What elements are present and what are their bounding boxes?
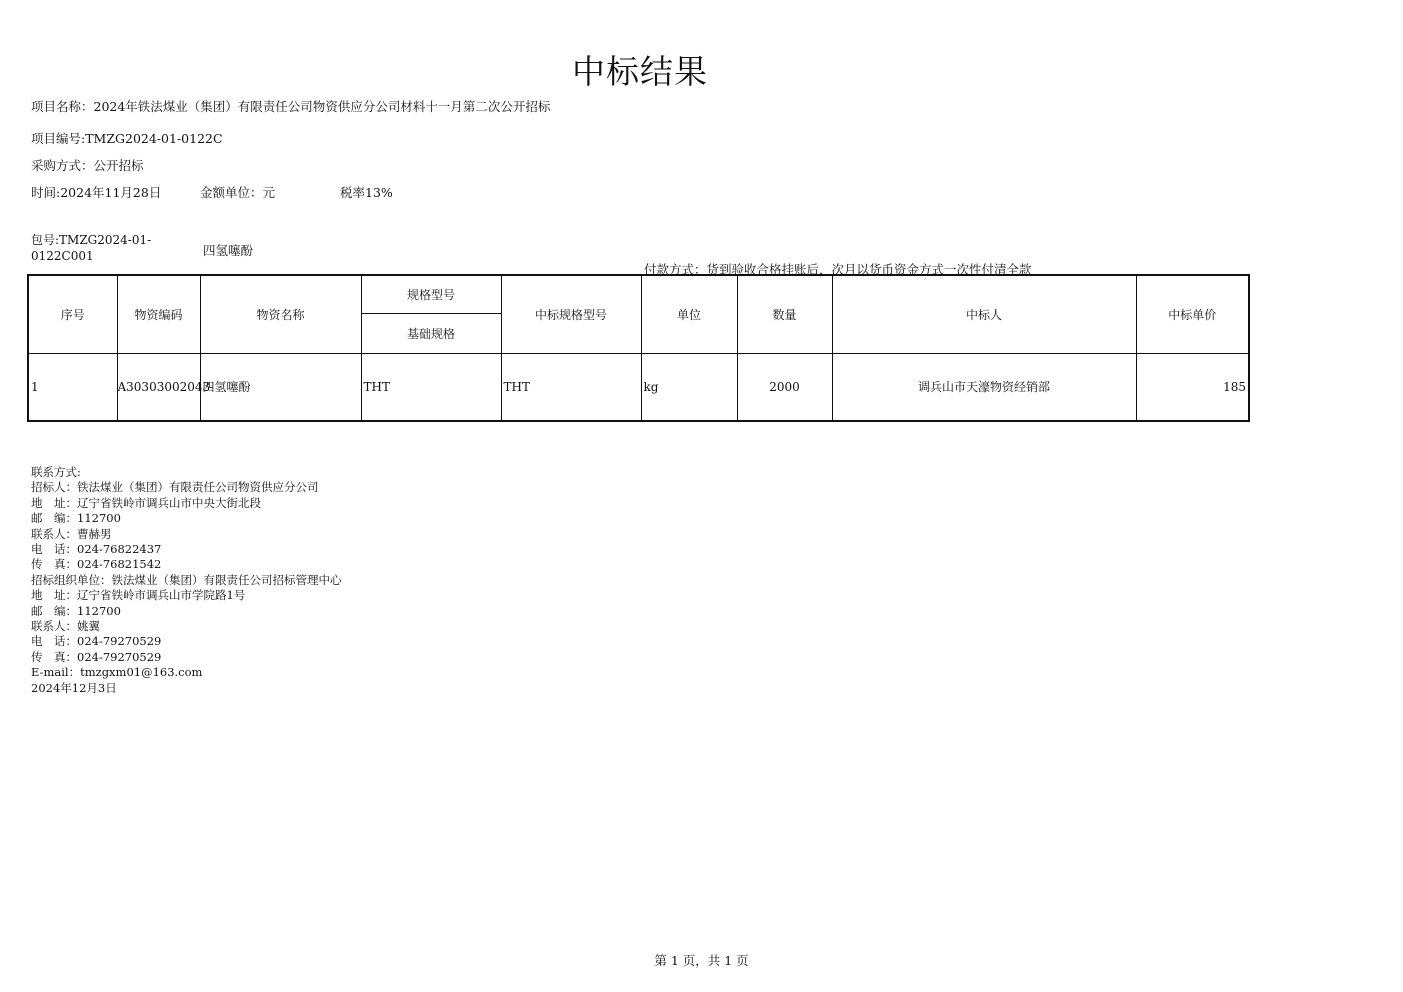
agency-contact-person: 联系人：姚翼 xyxy=(31,619,100,634)
tenderer-address: 地 址：辽宁省铁岭市调兵山市中央大街北段 xyxy=(31,495,261,510)
contact-heading: 联系方式: xyxy=(31,465,81,479)
agency-fax: 传 真：024-79270529 xyxy=(31,649,162,664)
cell-quantity: 2000 xyxy=(737,353,832,421)
page-title: 中标结果 xyxy=(572,52,708,91)
cell-winner: 调兵山市天濠物资经销部 xyxy=(832,353,1136,421)
contact-block xyxy=(31,465,342,696)
result-table xyxy=(27,274,1250,422)
cell-seq: 1 xyxy=(28,353,117,421)
issue-date: 2024年12月3日 xyxy=(31,680,117,695)
procurement-method: 采购方式：公开招标 xyxy=(31,158,144,173)
header-win-spec: 中标规格型号 xyxy=(501,275,641,353)
cell-unit: kg xyxy=(641,353,737,421)
tenderer-postcode: 邮 编：112700 xyxy=(31,511,121,526)
agency-email: E-mail：tmzgxm01@163.com xyxy=(31,665,203,680)
agency: 招标组织单位：铁法煤业（集团）有限责任公司招标管理中心 xyxy=(31,572,342,587)
header-quantity: 数量 xyxy=(737,275,832,353)
table-header-row xyxy=(28,275,1249,313)
agency-phone: 电 话：024-79270529 xyxy=(31,634,162,649)
payment-terms: 付款方式：货到验收合格挂账后，次月以货币资金方式一次性付清全款 xyxy=(644,262,1032,277)
header-material-code: 物资编码 xyxy=(117,275,200,353)
header-unit-price: 中标单价 xyxy=(1136,275,1249,353)
header-unit: 单位 xyxy=(641,275,737,353)
tenderer-phone: 电 话：024-76822437 xyxy=(31,542,162,557)
cell-win-spec: THT xyxy=(501,353,641,421)
header-seq: 序号 xyxy=(28,275,117,353)
agency-postcode: 邮 编：112700 xyxy=(31,603,121,618)
cell-spec: THT xyxy=(361,353,501,421)
tenderer-contact-person: 联系人：曹赫男 xyxy=(31,526,112,541)
tenderer-fax: 传 真：024-76821542 xyxy=(31,557,162,572)
cell-material-code: A30303002043 xyxy=(117,353,200,421)
project-name: 项目名称：2024年铁法煤业（集团）有限责任公司物资供应分公司材料十一月第二次公开招标 xyxy=(31,99,551,114)
page-footer: 第 1 页，共 1 页 xyxy=(654,953,749,968)
package-name: 四氢噻酚 xyxy=(203,243,254,258)
tax-rate: 税率13% xyxy=(340,185,393,200)
header-base-spec: 基础规格 xyxy=(361,313,501,353)
agency-address: 地 址：辽宁省铁岭市调兵山市学院路1号 xyxy=(31,588,246,603)
date-time: 时间:2024年11月28日 xyxy=(31,185,162,200)
header-winner: 中标人 xyxy=(832,275,1136,353)
amount-unit: 金额单位：元 xyxy=(200,185,276,200)
cell-material-name: 四氢噻酚 xyxy=(200,353,361,421)
header-material-name: 物资名称 xyxy=(200,275,361,353)
package-number: 包号:TMZG2024-01-0122C001 xyxy=(31,233,152,263)
project-code: 项目编号:TMZG2024-01-0122C xyxy=(31,131,223,146)
table-row xyxy=(28,353,1249,421)
tenderer: 招标人：铁法煤业（集团）有限责任公司物资供应分公司 xyxy=(31,480,319,495)
header-spec: 规格型号 xyxy=(361,275,501,313)
cell-unit-price: 185 xyxy=(1136,353,1249,421)
